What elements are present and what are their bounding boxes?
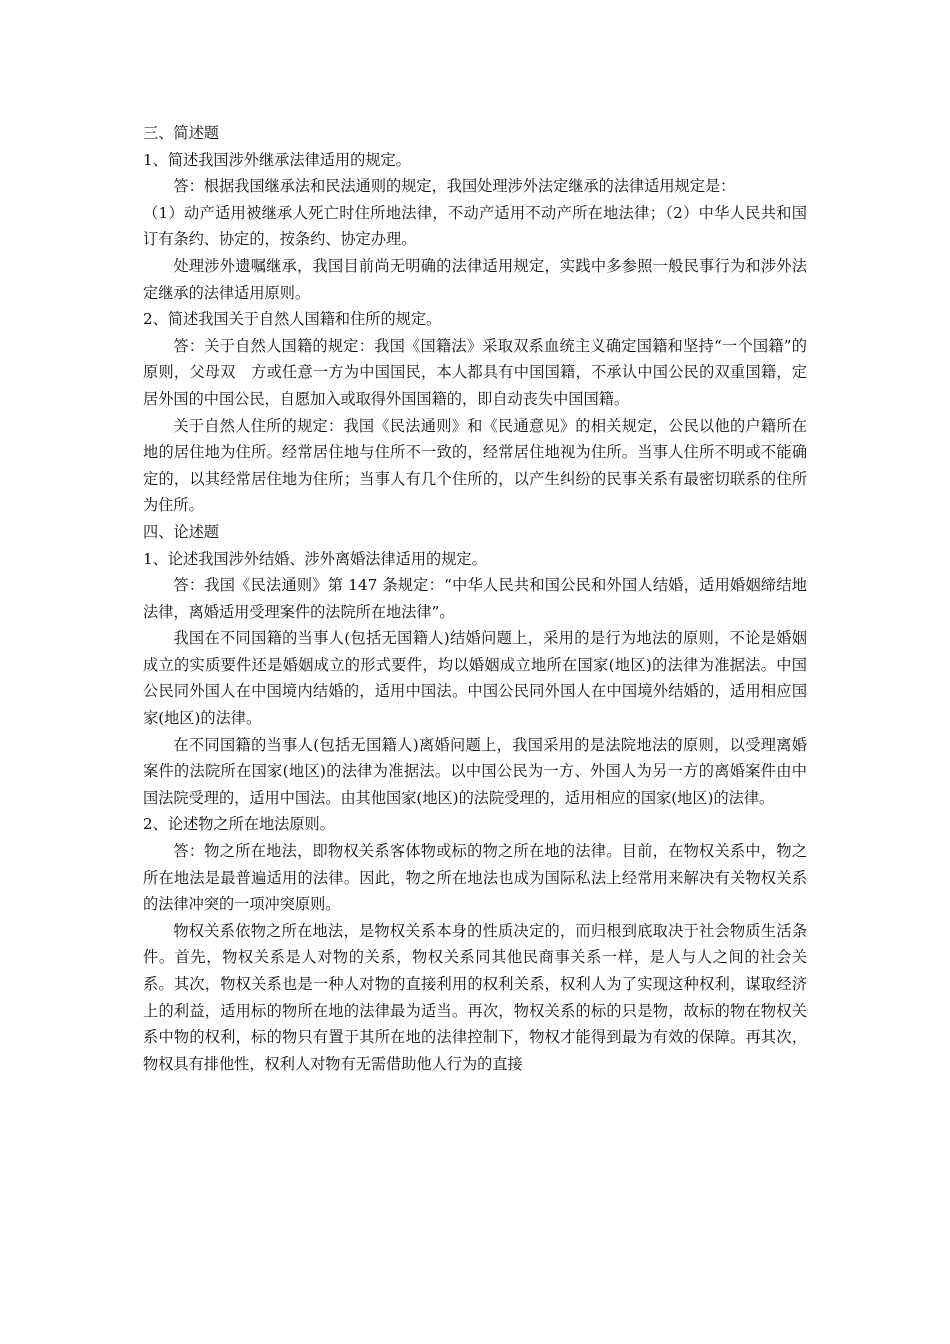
section-heading-short-answer: 三、简述题	[143, 124, 219, 142]
answer-3-paragraph-3: 在不同国籍的当事人(包括无国籍人)离婚问题上，我国采用的是法院地法的原则，以受理离婚案件的法院所在国家(地区)的法律为准据法。以中国公民为一方、外国人为另一方的离婚案件由中国法院受理的，适用中国法。由其他国家(地区)的法院受理的，适用相应的国家(地区)的法律。	[143, 735, 807, 807]
question-1-title: 1、简述我国涉外继承法律适用的规定。	[143, 150, 411, 169]
answer-4-paragraph-2: 物权关系依物之所在地法，是物权关系本身的性质决定的，而归根到底取决于社会物质生活条件。首先，物权关系是人对物的关系，物权关系同其他民商事关系一样，是人与人之间的社会关系。其次，物权关系也是一种人对物的直接利用的权利关系，权利人为了实现这种权利，谋取经济上的利益，适用标的物所在地的法律最为适当。再次，物权关系的标的只是物，故标的物在物权关系中物的权利，标的物只有置于其所在地的法律控制下，物权才能得到最为有效的保障。再其次，物权具有排他性，权利人对物有无需借助他人行为的直接	[143, 921, 807, 1073]
question-4-title: 2、论述物之所在地法原则。	[143, 815, 335, 834]
question-2-title: 2、简述我国关于自然人国籍和住所的规定。	[143, 310, 442, 329]
question-3-title: 1、论述我国涉外结婚、涉外离婚法律适用的规定。	[143, 549, 487, 568]
answer-3-paragraph-2: 我国在不同国籍的当事人(包括无国籍人)结婚问题上，采用的是行为地法的原则，不论是婚姻成立的实质要件还是婚姻成立的形式要件，均以婚姻成立地所在国家(地区)的法律为准据法。中国公民同外国人在中国境内结婚的，适用中国法。中国公民同外国人在中国境外结婚的，适用相应国家(地区)的法律。	[143, 629, 807, 728]
answer-4-paragraph-1: 答：物之所在地法，即物权关系客体物或标的物之所在地的法律。目前，在物权关系中，物之所在地法是最普遍适用的法律。因此，物之所在地法也成为国际私法上经常用来解决有关物权关系的法律冲突的一项冲突原则。	[143, 842, 807, 914]
answer-3-paragraph-1: 答：我国《民法通则》第 147 条规定：“中华人民共和国公民和外国人结婚，适用婚姻缔结地法律，离婚适用受理案件的法院所在地法律”。	[143, 576, 807, 621]
answer-1-paragraph-2: 处理涉外遗嘱继承，我国目前尚无明确的法律适用规定，实践中多参照一般民事行为和涉外法定继承的法律适用原则。	[143, 256, 807, 302]
section-heading-essay: 四、论述题	[143, 522, 219, 541]
answer-2-paragraph-1: 答：关于自然人国籍的规定：我国《国籍法》采取双系血统主义确定国籍和坚持“一个国籍”的原则，父母双 方或任意一方为中国国民，本人都具有中国国籍，不承认中国公民的双重国籍，定居外国的中国公民，自愿加入或取得外国国籍的，即自动丧失中国国籍。	[143, 336, 807, 408]
answer-1-paragraph-1: 答：根据我国继承法和民法通则的规定，我国处理涉外法定继承的法律适用规定是：	[173, 177, 736, 196]
document-page	[143, 120, 807, 1077]
answer-2-paragraph-2: 关于自然人住所的规定：我国《民法通则》和《民通意见》的相关规定，公民以他的户籍所在地的居住地为住所。经常居住地与住所不一致的，经常居住地视为住所。当事人住所不明或不能确定的，以其经常居住地为住所；当事人有几个住所的，以产生纠纷的民事关系有最密切联系的住所为住所。	[143, 416, 807, 515]
answer-1-paragraph-1-continued: （1）动产适用被继承人死亡时住所地法律，不动产适用不动产所在地法律；（2）中华人民共和国订有条约、协定的，按条约、协定办理。	[143, 203, 807, 249]
